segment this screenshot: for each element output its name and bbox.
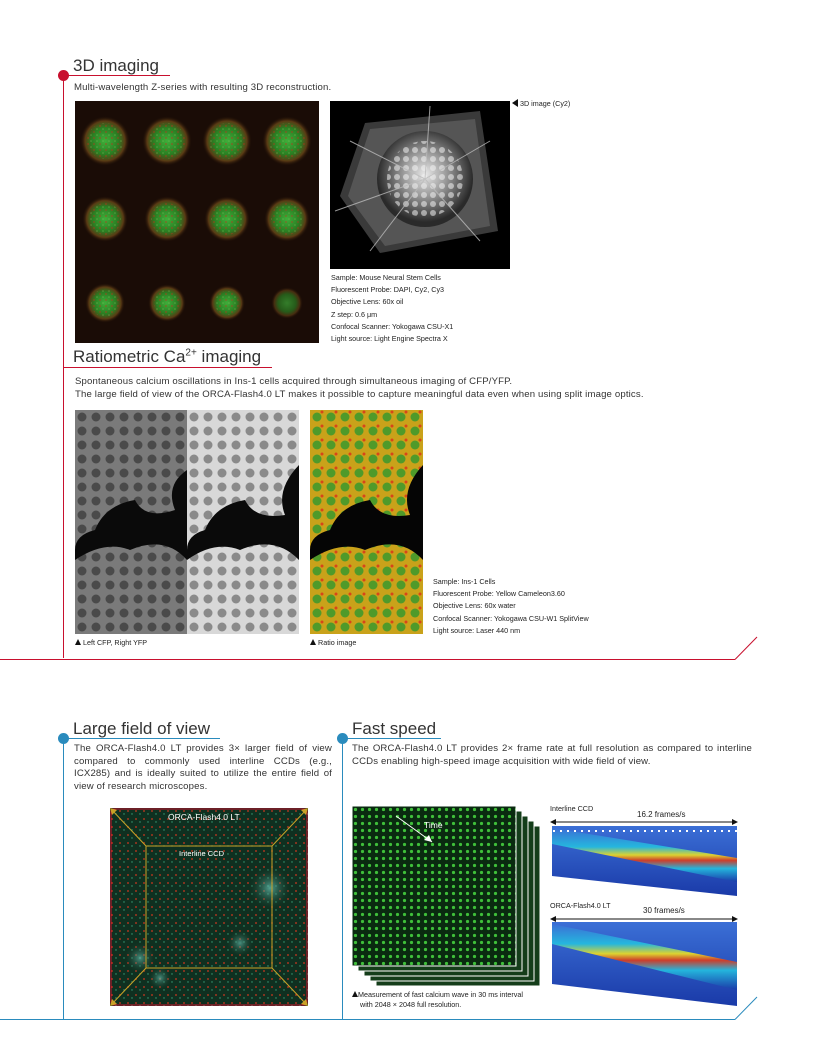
field-of-view-image — [110, 808, 308, 1006]
title-underline — [64, 367, 272, 368]
section-description-speed: The ORCA-Flash4.0 LT provides 2× frame rate at full resolution as compared to interline CCDs enabling high-speed image acquisition with wide field of view. — [352, 743, 752, 767]
time-label: Time — [424, 820, 443, 830]
spec-line: Confocal Scanner: Yokogawa CSU-W1 SplitView — [433, 613, 589, 623]
orca-label: ORCA-Flash4.0 LT — [550, 901, 611, 910]
section-title-3d: 3D imaging — [73, 56, 159, 75]
title-prefix: Ratiometric Ca — [73, 347, 186, 366]
ratio-image — [310, 410, 423, 634]
speed-caption-line2: with 2048 × 2048 full resolution. — [360, 999, 462, 1009]
cfp-yfp-image — [75, 410, 299, 634]
fov-label-inner: Interline CCD — [179, 849, 225, 858]
spec-line: Confocal Scanner: Yokogawa CSU-X1 — [331, 321, 454, 331]
interline-kymograph — [552, 826, 737, 896]
spec-line: Fluorescent Probe: Yellow Cameleon3.60 — [433, 589, 565, 599]
spec-line: Objective Lens: 60x oil — [331, 297, 404, 307]
section-description-fov: The ORCA-Flash4.0 LT provides 3× larger field of view compared to commonly used interline CCDs (e.g., ICX285) and is ideally suited to utilize the entire field of view of research microscopes. — [74, 743, 332, 792]
spec-line: Light source: Light Engine Spectra X — [331, 334, 448, 344]
spec-line: Objective Lens: 60x water — [433, 601, 516, 611]
reconstruction-caption — [512, 98, 570, 110]
orca-kymograph — [552, 922, 737, 1006]
section-bottom-rule-blue — [0, 995, 816, 1025]
title-suffix: imaging — [196, 347, 262, 366]
description-line: Spontaneous calcium oscillations in Ins-1 cells acquired through simultaneous imaging of CFP/YFP. — [75, 376, 513, 387]
spec-line: Z step: 0.6 μm — [331, 309, 378, 319]
reconstruction-3d-image — [330, 101, 510, 269]
caption-cfp-yfp-text: Left CFP, Right YFP — [83, 638, 148, 647]
section-vertical-rule-blue — [63, 739, 64, 1020]
caption-ratio-text: Ratio image — [318, 638, 357, 647]
spec-line: Light source: Laser 440 nm — [433, 625, 521, 635]
section-title-fov: Large field of view — [73, 719, 211, 738]
interline-rate-arrow — [550, 818, 738, 826]
section-title-ratiometric — [73, 347, 261, 367]
section-bottom-rule-red — [0, 635, 816, 665]
fov-label-outer: ORCA-Flash4.0 LT — [168, 812, 240, 822]
interline-rate: 16.2 frames/s — [637, 810, 686, 819]
orca-rate: 30 frames/s — [643, 906, 685, 915]
z-series-image — [75, 101, 319, 343]
speed-caption-text1: Measurement of fast calcium wave in 30 ms interval — [358, 990, 523, 999]
section-title-speed: Fast speed — [352, 719, 437, 738]
spec-line: Sample: Mouse Neural Stem Cells — [331, 273, 441, 282]
specs-ratiometric — [433, 576, 589, 637]
spec-line: Fluorescent Probe: DAPI, Cy2, Cy3 — [331, 285, 445, 295]
spec-line: Sample: Ins-1 Cells — [433, 577, 496, 586]
title-superscript: 2+ — [185, 347, 197, 359]
triangle-left-icon — [512, 99, 518, 107]
specs-3d — [331, 272, 453, 345]
time-series-stack — [352, 806, 542, 988]
interline-label: Interline CCD — [550, 804, 594, 813]
description-line: The large field of view of the ORCA-Flash4.0 LT makes it possible to capture meaningful data even when using split image optics. — [75, 388, 644, 400]
section-description-ratiometric — [75, 376, 644, 401]
section-vertical-rule-blue — [342, 739, 343, 1020]
reconstruction-caption-text: 3D image (Cy2) — [520, 99, 571, 108]
section-description-3d: Multi-wavelength Z-series with resulting 3D reconstruction. — [74, 82, 332, 93]
